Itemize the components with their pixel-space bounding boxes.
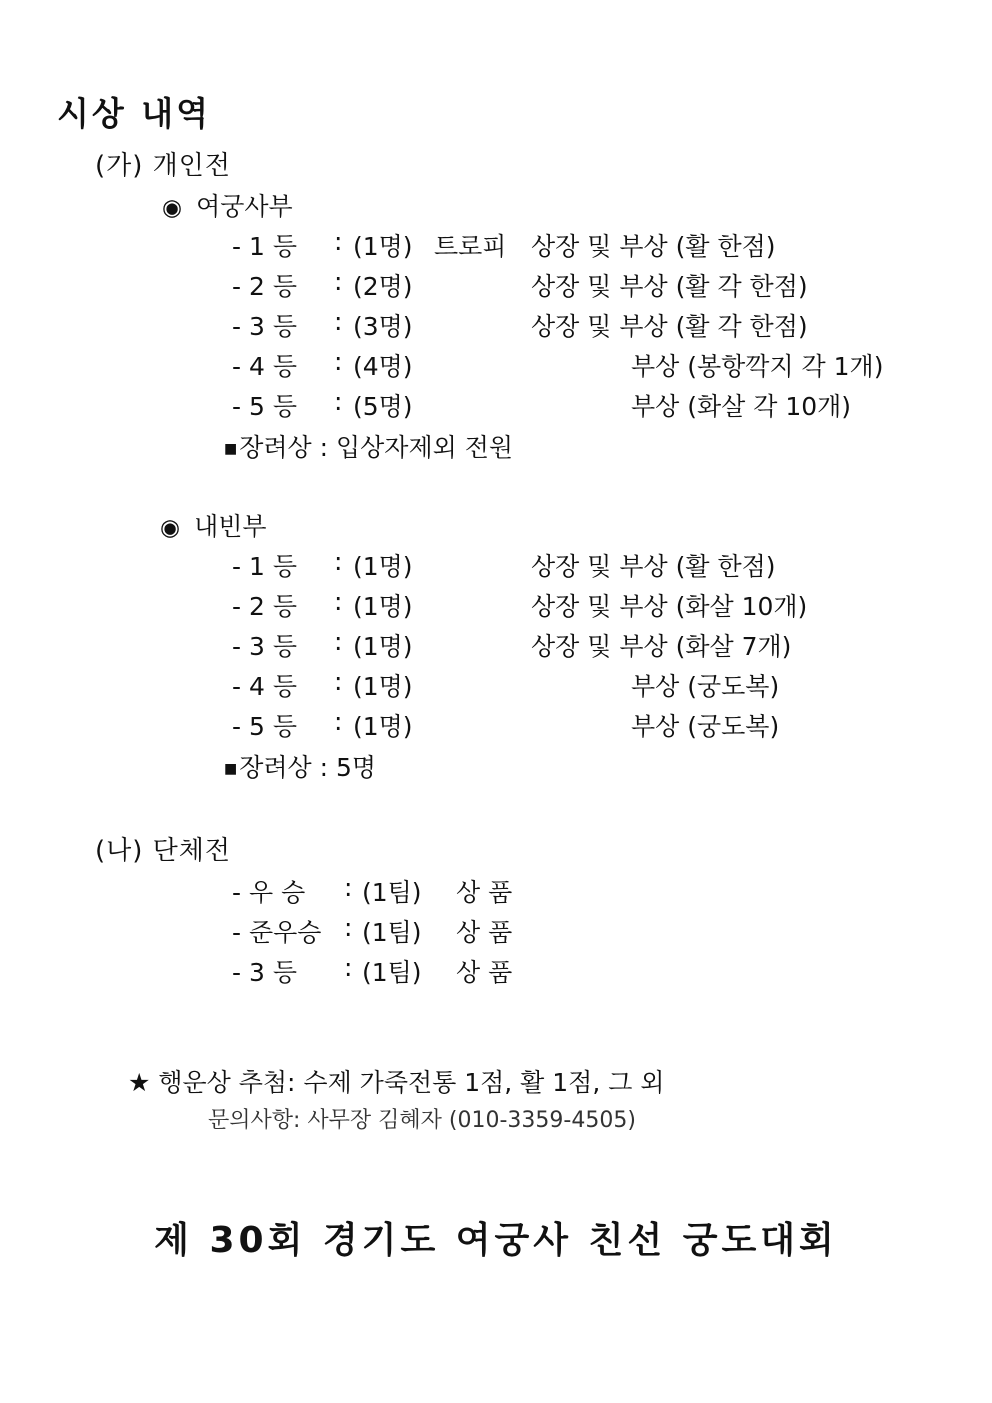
team-row-prize: 상 품 (456, 918, 513, 947)
team-row-prize: 상 품 (456, 878, 513, 907)
radio-bullet-icon: ◉ (162, 195, 183, 221)
guests-row-prize: 부상 (궁도복) (631, 712, 780, 741)
category-guests (160, 507, 267, 543)
guests-row-rank: - 5 등 (232, 712, 297, 741)
women-row-count: (3명) (353, 312, 413, 341)
guests-encouragement-text: 장려상 : 5명 (239, 753, 377, 782)
women-row-count: (2명) (353, 272, 413, 301)
women-row-prize: 상장 및 부상 (활 각 한점) (531, 312, 808, 341)
guests-row-count: (1명) (353, 552, 413, 581)
team-row-count: (1팀) (362, 878, 422, 907)
guests-row-prize: 부상 (궁도복) (631, 672, 780, 701)
guests-row-sep: : (334, 707, 343, 736)
guests-row-prize: 상장 및 부상 (화살 10개) (531, 592, 808, 621)
women-row-sep: : (334, 227, 343, 256)
inquiry-contact: 문의사항: 사무장 김혜자 (010-3359-4505) (208, 1108, 636, 1133)
guests-row-prize: 상장 및 부상 (화살 7개) (531, 632, 792, 661)
section-individual-label: (가) 개인전 (95, 151, 232, 181)
women-row-sep: : (334, 307, 343, 336)
women-row-sep: : (334, 387, 343, 416)
women-row-sep: : (334, 347, 343, 376)
team-row-rank: - 3 등 (232, 958, 297, 987)
women-row-count: (1명) (353, 232, 413, 261)
women-row-rank: - 1 등 (232, 232, 297, 261)
category-women-title: 여궁사부 (196, 192, 293, 221)
team-row-count: (1팀) (362, 918, 422, 947)
guests-row-count: (1명) (353, 592, 413, 621)
women-row-prize: 상장 및 부상 (활 한점) (531, 232, 776, 261)
square-bullet-icon: ■ (224, 441, 238, 457)
women-encouragement-text: 장려상 : 입상자제외 전원 (239, 433, 513, 462)
guests-encouragement (224, 748, 376, 784)
square-bullet-icon: ■ (224, 761, 238, 777)
guests-row-count: (1명) (353, 712, 413, 741)
team-row-sep: : (344, 873, 353, 902)
women-row-rank: - 2 등 (232, 272, 297, 301)
lucky-draw-note: ★ 행운상 추첨: 수제 가죽전통 1점, 활 1점, 그 외 (128, 1068, 665, 1097)
women-row-sep: : (334, 267, 343, 296)
guests-row-count: (1명) (353, 672, 413, 701)
team-row-rank: - 우 승 (232, 878, 306, 907)
event-title: 제 30회 경기도 여궁사 친선 궁도대회 (154, 1220, 838, 1261)
women-row-trophy: 트로피 (434, 232, 507, 261)
guests-row-rank: - 2 등 (232, 592, 297, 621)
guests-row-count: (1명) (353, 632, 413, 661)
team-row-count: (1팀) (362, 958, 422, 987)
women-row-rank: - 3 등 (232, 312, 297, 341)
women-row-rank: - 5 등 (232, 392, 297, 421)
guests-row-sep: : (334, 627, 343, 656)
section-team-label: (나) 단체전 (95, 836, 232, 866)
guests-row-sep: : (334, 587, 343, 616)
women-row-count: (4명) (353, 352, 413, 381)
team-row-prize: 상 품 (456, 958, 513, 987)
guests-row-sep: : (334, 547, 343, 576)
women-row-prize: 부상 (화살 각 10개) (631, 392, 852, 421)
guests-row-rank: - 4 등 (232, 672, 297, 701)
radio-bullet-icon: ◉ (160, 515, 181, 541)
team-row-sep: : (344, 913, 353, 942)
page-heading: 시상 내역 (57, 94, 212, 133)
team-row-sep: : (344, 953, 353, 982)
women-row-count: (5명) (353, 392, 413, 421)
women-row-rank: - 4 등 (232, 352, 297, 381)
guests-row-rank: - 3 등 (232, 632, 297, 661)
team-row-rank: - 준우승 (232, 918, 322, 947)
guests-row-sep: : (334, 667, 343, 696)
category-women (162, 187, 293, 223)
women-row-prize: 부상 (봉항깍지 각 1개) (631, 352, 884, 381)
guests-row-prize: 상장 및 부상 (활 한점) (531, 552, 776, 581)
women-encouragement (224, 428, 513, 464)
category-guests-title: 내빈부 (194, 512, 267, 541)
women-row-prize: 상장 및 부상 (활 각 한점) (531, 272, 808, 301)
guests-row-rank: - 1 등 (232, 552, 297, 581)
